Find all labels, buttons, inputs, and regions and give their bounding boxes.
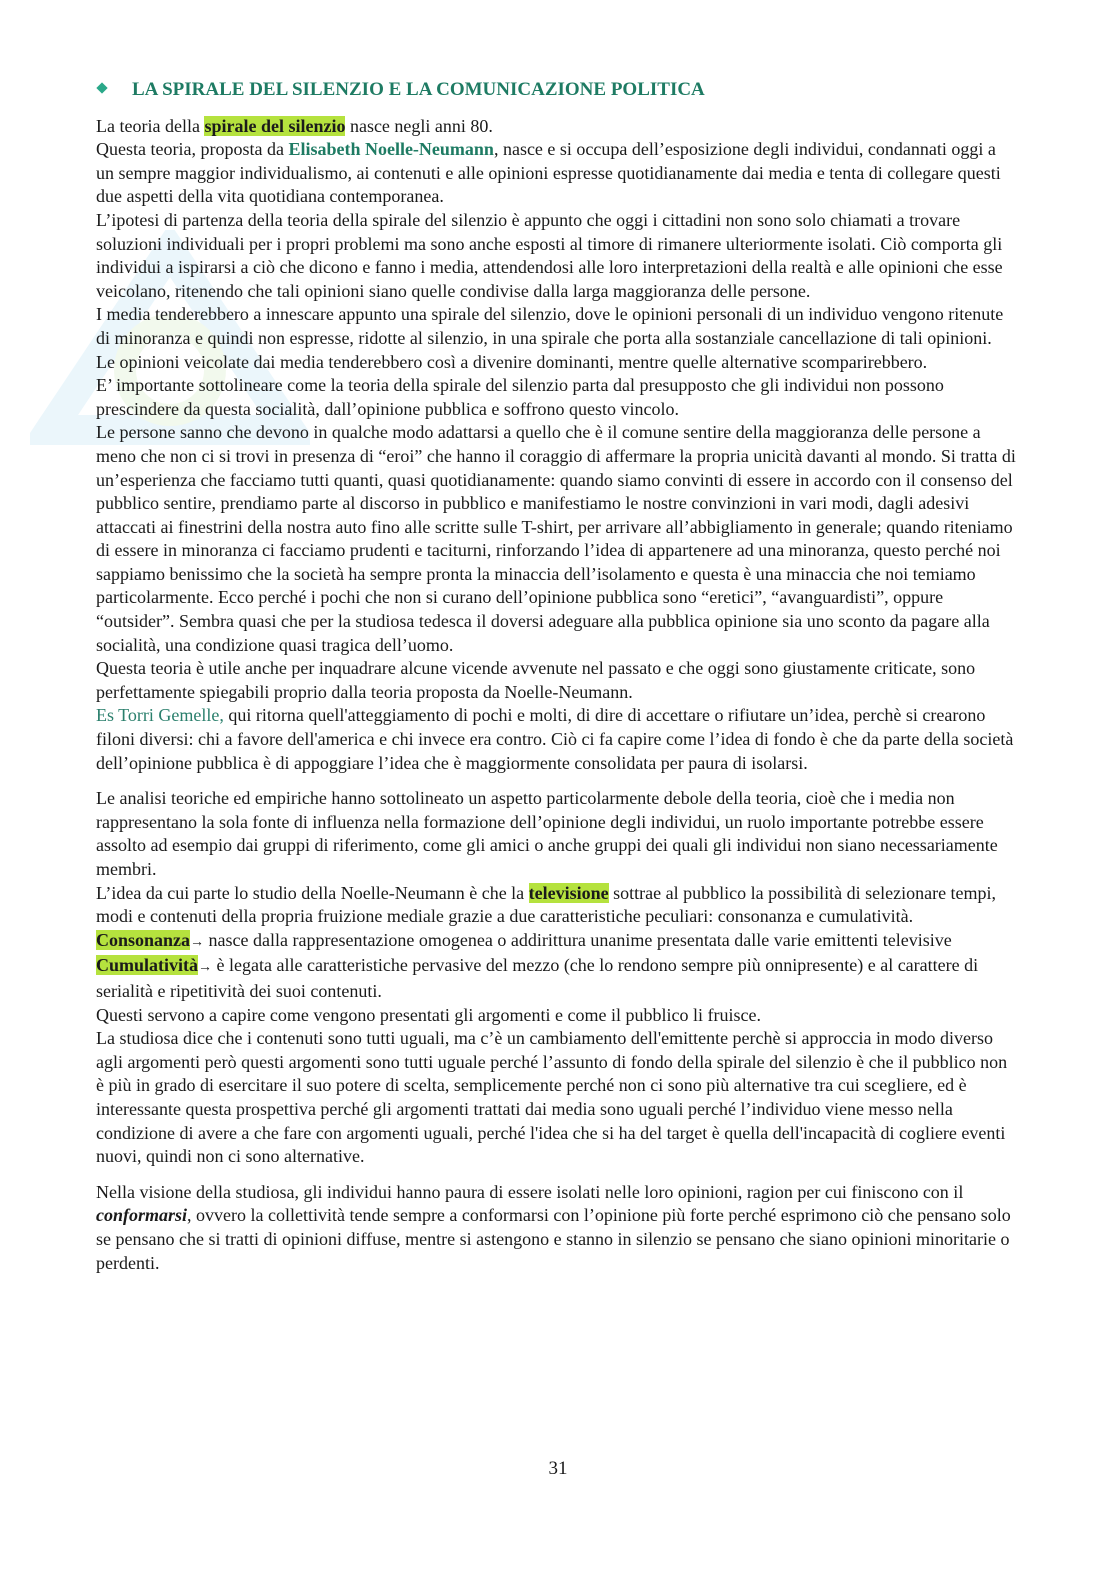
- highlight-cumulativita: Cumulatività: [96, 955, 199, 976]
- paragraph-1: La teoria della spirale del silenzio nasce negli anni 80.: [96, 115, 493, 136]
- paragraph-7: Le persone sanno che devono in qualche modo adattarsi a quello che è il comune sentire della maggioranza delle persone a meno che non ci si trovi in presenza di “eroi” che hanno il coraggio di affermare la propria unicità davanti al mondo. Si tratta di un’esperienza che facciamo tutti quanti, quasi quotidianamente: quando siamo convinti di essere in accordo con il consenso del pubblico sentire, prendiamo parte al discorso in pubblico e manifestiamo le nostre convinzioni in vari modi, dagli adesivi attaccati ai finestrini della nostra auto fino alle scritte sulle T-shirt, per arrivare all’abbigliamento in generale; quando riteniamo di essere in minoranza ci facciamo prudenti e taciturni, rinforzando l’idea di appartenere ad una minoranza, questo perché noi sappiamo benissimo che la società ha sempre pronta la minaccia dell’isolamento e questa è una minaccia che noi temiamo particolarmente. Ecco perché i pochi che non si curano dell’opinione pubblica sono “eretici”, “avanguardisti”, oppure “outsider”. Sembra quasi che per la studiosa tedesca il doversi adeguare alla pubblica opinione sia uno sconto da pagare alla socialità, una condizione quasi tragica dell’uomo.: [96, 422, 1016, 655]
- paragraph-12: Consonanza→ nasce dalla rappresentazione omogenea o addirittura unanime presentata dalle varie emittenti televisive: [96, 929, 952, 950]
- diamond-bullet-icon: [96, 82, 107, 93]
- highlight-consonanza: Consonanza: [96, 929, 191, 950]
- paragraph-3: L’ipotesi di partenza della teoria della spirale del silenzio è appunto che oggi i cittadini non sono solo chiamati a trovare soluzioni individuali per i propri problemi ma sono anche esposti al timore di rimanere ulteriormente isolati. Ciò comporta gli individui a ispirarsi a ciò che dicono e fanno i media, attendendosi alle loro interpretazioni della realtà e alle opinioni che esse veicolano, ritenendo che tali opinioni siano quelle condivise dalla larga maggioranza delle persone.: [96, 209, 1003, 301]
- example-label: Es Torri Gemelle,: [96, 705, 224, 726]
- paragraph-6: E’ importante sottolineare come la teoria della spirale del silenzio parta dal presupposto che gli individui non possono prescindere da questa socialità, dall’opinione pubblica e soffrono questo vincolo.: [96, 375, 944, 419]
- paragraph-4: I media tenderebbero a innescare appunto una spirale del silenzio, dove le opinioni personali di un individuo vengono ritenute di minoranza e quindi non espresse, ridotte al silenzio, in una spirale che porta alla sostanziale cancellazione di tali opinioni.: [96, 304, 1004, 348]
- section-heading: LA SPIRALE DEL SILENZIO E LA COMUNICAZIONE POLITICA: [132, 78, 1016, 102]
- paragraph-13: Cumulatività→ è legata alle caratteristiche pervasive del mezzo (che lo rendono sempre più onnipresente) e al carattere di serialità e ripetitività dei suoi contenuti.: [96, 955, 979, 1001]
- highlight-spirale: spirale del silenzio: [204, 115, 346, 136]
- paragraph-8: Questa teoria è utile anche per inquadrare alcune vicende avvenute nel passato e che oggi sono giustamente criticate, sono perfettamente spiegabili proprio dalla teoria proposta da Noelle-Neumann.: [96, 658, 976, 702]
- arrow-right-icon: →: [198, 960, 213, 976]
- paragraph-2: Questa teoria, proposta da Elisabeth Noelle-Neumann, nasce e si occupa dell’esposizione degli individui, condannati oggi a un sempre maggior individualismo, ai contenuti e alle opinioni espresse quotidianamente dai media e tenta di collegare questi due aspetti della vita quotidiana contemporanea.: [96, 139, 1001, 207]
- paragraph-15: La studiosa dice che i contenuti sono tutti uguali, ma c’è un cambiamento dell'emittente perchè si approccia in modo diverso agli argomenti però questi argomenti sono tutti uguale perché l’assunto di fondo della spirale del silenzio è che il pubblico non è più in grado di esercitare il suo potere di scelta, semplicemente perché non ci sono più alternative tra cui scegliere, ed è interessante questa prospettiva perché gli argomenti trattati dai media sono uguali perché l’individuo viene messo nella condizione di avere a che fare con argomenti uguali, perché l'idea che si ha del target è quella dell'incapacità di cogliere eventi nuovi, quindi non ci sono alternative.: [96, 1028, 1008, 1167]
- page-number: 31: [548, 1458, 568, 1479]
- paragraph-10: Le analisi teoriche ed empiriche hanno sottolineato un aspetto particolarmente debole della teoria, cioè che i media non rappresentano la sola fonte di influenza nella formazione dell’opinione degli individui, un ruolo importante potrebbe essere assolto ad esempio dai gruppi di riferimento, come gli amici o anche gruppi dei quali gli individui non siano necessariamente membri.: [96, 788, 998, 879]
- arrow-right-icon: →: [190, 934, 205, 950]
- paragraph-9: Es Torri Gemelle, qui ritorna quell'atteggiamento di pochi e molti, di dire di accettare o rifiutare un’idea, perchè si crearono filoni diversi: chi a favore dell'america e chi invece era contro. Ciò ci fa capire come l’idea di fondo è che da parte della società dell’opinione pubblica è di appoggiare l’idea che è maggiormente consolidata per paura di isolarsi.: [96, 705, 1014, 773]
- highlight-televisione: televisione: [528, 882, 609, 903]
- author-name: Elisabeth Noelle-Neumann: [288, 139, 494, 160]
- emphasis-conformarsi: conformarsi: [96, 1205, 188, 1226]
- paragraph-14: Questi servono a capire come vengono presentati gli argomenti e come il pubblico li fruisce.: [96, 1004, 761, 1025]
- page-content: [96, 78, 1016, 1275]
- paragraph-11: L’idea da cui parte lo studio della Noelle-Neumann è che la televisione sottrae al pubblico la possibilità di selezionare tempi, modi e contenuti della propria fruizione mediale grazie a due caratteristiche peculiari: consonanza e cumulatività.: [96, 882, 997, 927]
- paragraph-5: Le opinioni veicolate dai media tenderebbero così a divenire dominanti, mentre quelle alternative scomparirebbero.: [96, 351, 928, 372]
- paragraph-16: Nella visione della studiosa, gli individui hanno paura di essere isolati nelle loro opinioni, ragion per cui finiscono con il conformarsi, ovvero la collettività tende sempre a conformarsi con l’opinione più forte perché esprimono ciò che pensano solo se pensano che si tratti di opinioni diffuse, mentre si astengono e stanno in silenzio se pensano che siano opinioni minoritarie o perdenti.: [96, 1181, 1011, 1273]
